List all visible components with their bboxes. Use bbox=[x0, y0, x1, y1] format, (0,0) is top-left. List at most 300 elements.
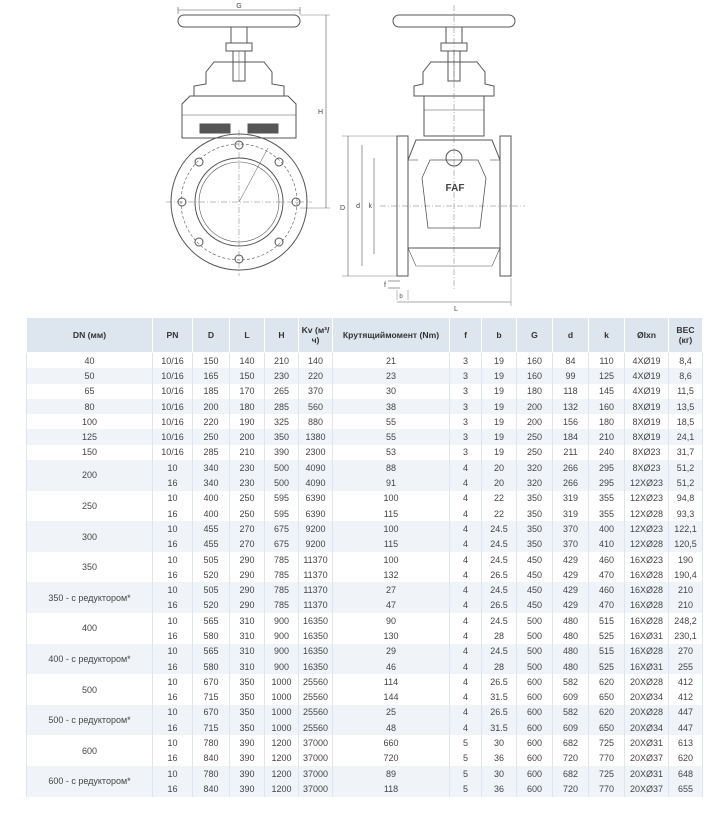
cell-k: 770 bbox=[589, 781, 625, 796]
table-body bbox=[27, 353, 703, 797]
cell-weight: 120,5 bbox=[669, 537, 703, 552]
cell-kv: 25560 bbox=[299, 674, 333, 689]
cell-G: 200 bbox=[517, 414, 553, 429]
cell-L: 230 bbox=[230, 475, 265, 490]
cell-kv: 16350 bbox=[299, 644, 333, 659]
cell-weight: 447 bbox=[669, 720, 703, 735]
cell-bolts: 16XØ28 bbox=[625, 567, 669, 582]
cell-torque: 55 bbox=[333, 429, 450, 444]
cell-weight: 210 bbox=[669, 598, 703, 613]
cell-k: 525 bbox=[589, 628, 625, 643]
cell-H: 1200 bbox=[265, 751, 299, 766]
cell-d: 609 bbox=[553, 690, 589, 705]
cell-H: 675 bbox=[265, 521, 299, 536]
cell-torque: 115 bbox=[333, 506, 450, 521]
cell-H: 210 bbox=[265, 353, 299, 369]
cell-b: 28 bbox=[482, 628, 517, 643]
cell-pn: 10 bbox=[153, 460, 193, 475]
cell-L: 170 bbox=[230, 384, 265, 399]
cell-weight: 94,8 bbox=[669, 491, 703, 506]
cell-dn: 200 bbox=[27, 460, 153, 491]
cell-weight: 190,4 bbox=[669, 567, 703, 582]
cell-b: 19 bbox=[482, 414, 517, 429]
cell-L: 290 bbox=[230, 552, 265, 567]
cell-bolts: 16XØ23 bbox=[625, 552, 669, 567]
cell-D: 400 bbox=[193, 506, 230, 521]
cell-torque: 55 bbox=[333, 414, 450, 429]
table-row bbox=[27, 766, 703, 781]
cell-weight: 8,6 bbox=[669, 368, 703, 383]
cell-H: 1000 bbox=[265, 674, 299, 689]
dim-D-label: D bbox=[339, 205, 345, 212]
cell-pn: 10/16 bbox=[153, 384, 193, 399]
cell-bolts: 8XØ23 bbox=[625, 445, 669, 460]
cell-G: 350 bbox=[517, 537, 553, 552]
cell-d: 480 bbox=[553, 628, 589, 643]
cell-k: 125 bbox=[589, 368, 625, 383]
cell-bolts: 8XØ19 bbox=[625, 399, 669, 414]
cell-k: 470 bbox=[589, 598, 625, 613]
cell-L: 210 bbox=[230, 445, 265, 460]
cell-f: 5 bbox=[450, 751, 482, 766]
cell-f: 5 bbox=[450, 735, 482, 750]
cell-torque: 130 bbox=[333, 628, 450, 643]
cell-f: 4 bbox=[450, 537, 482, 552]
front-view-drawing bbox=[166, 7, 330, 276]
header-torque: Крутящиймомент (Nm) bbox=[333, 318, 450, 353]
cell-pn: 16 bbox=[153, 690, 193, 705]
table-row bbox=[27, 613, 703, 628]
cell-H: 230 bbox=[265, 368, 299, 383]
cell-H: 785 bbox=[265, 552, 299, 567]
cell-f: 3 bbox=[450, 353, 482, 369]
table-row bbox=[27, 674, 703, 689]
header-H: H bbox=[265, 318, 299, 353]
cell-d: 370 bbox=[553, 521, 589, 536]
cell-bolts: 4XØ19 bbox=[625, 384, 669, 399]
cell-L: 310 bbox=[230, 628, 265, 643]
header-G: G bbox=[517, 318, 553, 353]
cell-H: 785 bbox=[265, 567, 299, 582]
cell-H: 595 bbox=[265, 491, 299, 506]
cell-H: 900 bbox=[265, 628, 299, 643]
cell-k: 650 bbox=[589, 720, 625, 735]
cell-H: 265 bbox=[265, 384, 299, 399]
cell-k: 470 bbox=[589, 567, 625, 582]
cell-D: 780 bbox=[193, 735, 230, 750]
header-L: L bbox=[230, 318, 265, 353]
cell-G: 160 bbox=[517, 368, 553, 383]
table-row bbox=[27, 735, 703, 750]
cell-f: 4 bbox=[450, 628, 482, 643]
cell-weight: 190 bbox=[669, 552, 703, 567]
cell-torque: 23 bbox=[333, 368, 450, 383]
cell-f: 4 bbox=[450, 644, 482, 659]
cell-d: 582 bbox=[553, 705, 589, 720]
cell-L: 270 bbox=[230, 537, 265, 552]
cell-kv: 16350 bbox=[299, 659, 333, 674]
cell-H: 900 bbox=[265, 644, 299, 659]
cell-D: 455 bbox=[193, 521, 230, 536]
cell-k: 295 bbox=[589, 475, 625, 490]
cell-pn: 10 bbox=[153, 766, 193, 781]
cell-G: 600 bbox=[517, 781, 553, 796]
cell-bolts: 20XØ37 bbox=[625, 751, 669, 766]
cell-kv: 9200 bbox=[299, 537, 333, 552]
cell-weight: 13,5 bbox=[669, 399, 703, 414]
cell-kv: 11370 bbox=[299, 567, 333, 582]
cell-dn: 80 bbox=[27, 399, 153, 414]
cell-D: 565 bbox=[193, 613, 230, 628]
cell-kv: 16350 bbox=[299, 613, 333, 628]
cell-H: 1000 bbox=[265, 705, 299, 720]
cell-dn: 150 bbox=[27, 445, 153, 460]
table-row bbox=[27, 414, 703, 429]
cell-f: 5 bbox=[450, 781, 482, 796]
cell-pn: 16 bbox=[153, 506, 193, 521]
cell-bolts: 8XØ19 bbox=[625, 429, 669, 444]
cell-bolts: 12XØ23 bbox=[625, 475, 669, 490]
cell-D: 200 bbox=[193, 399, 230, 414]
cell-weight: 412 bbox=[669, 674, 703, 689]
cell-f: 3 bbox=[450, 384, 482, 399]
cell-f: 4 bbox=[450, 582, 482, 597]
cell-weight: 51,2 bbox=[669, 460, 703, 475]
cell-G: 600 bbox=[517, 751, 553, 766]
cell-f: 4 bbox=[450, 460, 482, 475]
cell-bolts: 8XØ23 bbox=[625, 460, 669, 475]
cell-L: 310 bbox=[230, 644, 265, 659]
cell-k: 770 bbox=[589, 751, 625, 766]
table-row bbox=[27, 582, 703, 597]
specification-table bbox=[26, 317, 703, 797]
cell-kv: 37000 bbox=[299, 751, 333, 766]
cell-dn: 350 - с редуктором* bbox=[27, 582, 153, 613]
cell-kv: 9200 bbox=[299, 521, 333, 536]
cell-kv: 220 bbox=[299, 368, 333, 383]
dim-H-label: H bbox=[317, 109, 323, 116]
cell-weight: 255 bbox=[669, 659, 703, 674]
cell-D: 840 bbox=[193, 751, 230, 766]
cell-H: 900 bbox=[265, 659, 299, 674]
cell-d: 184 bbox=[553, 429, 589, 444]
cell-pn: 16 bbox=[153, 567, 193, 582]
cell-k: 515 bbox=[589, 644, 625, 659]
cell-H: 390 bbox=[265, 445, 299, 460]
cell-k: 725 bbox=[589, 735, 625, 750]
cell-d: 118 bbox=[553, 384, 589, 399]
cell-D: 670 bbox=[193, 705, 230, 720]
cell-d: 370 bbox=[553, 537, 589, 552]
cell-f: 4 bbox=[450, 720, 482, 735]
cell-bolts: 20XØ34 bbox=[625, 690, 669, 705]
cell-dn: 65 bbox=[27, 384, 153, 399]
cell-k: 355 bbox=[589, 506, 625, 521]
cell-D: 580 bbox=[193, 628, 230, 643]
cell-b: 30 bbox=[482, 735, 517, 750]
cell-bolts: 12XØ23 bbox=[625, 521, 669, 536]
table-row bbox=[27, 353, 703, 369]
cell-G: 450 bbox=[517, 582, 553, 597]
cell-bolts: 16XØ28 bbox=[625, 613, 669, 628]
cell-f: 4 bbox=[450, 690, 482, 705]
cell-D: 250 bbox=[193, 429, 230, 444]
cell-b: 36 bbox=[482, 781, 517, 796]
cell-weight: 447 bbox=[669, 705, 703, 720]
cell-bolts: 16XØ31 bbox=[625, 628, 669, 643]
cell-pn: 16 bbox=[153, 475, 193, 490]
cell-d: 582 bbox=[553, 674, 589, 689]
cell-k: 400 bbox=[589, 521, 625, 536]
cell-f: 4 bbox=[450, 552, 482, 567]
cell-L: 290 bbox=[230, 598, 265, 613]
cell-G: 320 bbox=[517, 460, 553, 475]
cell-d: 429 bbox=[553, 552, 589, 567]
cell-L: 390 bbox=[230, 735, 265, 750]
cell-D: 715 bbox=[193, 690, 230, 705]
cell-torque: 720 bbox=[333, 751, 450, 766]
cell-L: 310 bbox=[230, 613, 265, 628]
cell-D: 580 bbox=[193, 659, 230, 674]
cell-H: 900 bbox=[265, 613, 299, 628]
cell-weight: 24,1 bbox=[669, 429, 703, 444]
cell-weight: 18,5 bbox=[669, 414, 703, 429]
cell-d: 99 bbox=[553, 368, 589, 383]
table-row bbox=[27, 384, 703, 399]
cell-k: 160 bbox=[589, 399, 625, 414]
cell-b: 36 bbox=[482, 751, 517, 766]
cell-b: 31.5 bbox=[482, 690, 517, 705]
cell-H: 500 bbox=[265, 460, 299, 475]
cell-bolts: 16XØ28 bbox=[625, 598, 669, 613]
cell-k: 180 bbox=[589, 414, 625, 429]
cell-pn: 10/16 bbox=[153, 445, 193, 460]
cell-L: 290 bbox=[230, 567, 265, 582]
cell-k: 725 bbox=[589, 766, 625, 781]
cell-f: 3 bbox=[450, 399, 482, 414]
cell-torque: 90 bbox=[333, 613, 450, 628]
cell-kv: 1380 bbox=[299, 429, 333, 444]
cell-weight: 655 bbox=[669, 781, 703, 796]
cell-f: 4 bbox=[450, 567, 482, 582]
header-kv: Kv (м³/ч) bbox=[299, 318, 333, 353]
table-row bbox=[27, 644, 703, 659]
cell-k: 650 bbox=[589, 690, 625, 705]
cell-b: 24.5 bbox=[482, 644, 517, 659]
cell-pn: 10 bbox=[153, 674, 193, 689]
cell-H: 1000 bbox=[265, 690, 299, 705]
cell-dn: 600 bbox=[27, 735, 153, 766]
cell-G: 450 bbox=[517, 598, 553, 613]
cell-dn: 50 bbox=[27, 368, 153, 383]
cell-dn: 400 - с редуктором* bbox=[27, 644, 153, 675]
cell-kv: 25560 bbox=[299, 705, 333, 720]
cell-b: 26.5 bbox=[482, 598, 517, 613]
cell-f: 4 bbox=[450, 506, 482, 521]
table-row bbox=[27, 491, 703, 506]
cell-f: 4 bbox=[450, 491, 482, 506]
cell-G: 320 bbox=[517, 475, 553, 490]
cell-D: 715 bbox=[193, 720, 230, 735]
cell-torque: 100 bbox=[333, 491, 450, 506]
cell-b: 26.5 bbox=[482, 674, 517, 689]
cell-D: 340 bbox=[193, 460, 230, 475]
cell-weight: 93,3 bbox=[669, 506, 703, 521]
cell-L: 350 bbox=[230, 705, 265, 720]
cell-D: 520 bbox=[193, 567, 230, 582]
cell-f: 5 bbox=[450, 766, 482, 781]
cell-weight: 210 bbox=[669, 582, 703, 597]
cell-G: 600 bbox=[517, 674, 553, 689]
cell-dn: 350 bbox=[27, 552, 153, 583]
cell-L: 350 bbox=[230, 720, 265, 735]
cell-bolts: 12XØ23 bbox=[625, 491, 669, 506]
cell-weight: 51,2 bbox=[669, 475, 703, 490]
side-view-drawing bbox=[339, 5, 525, 306]
cell-kv: 37000 bbox=[299, 781, 333, 796]
cell-dn: 40 bbox=[27, 353, 153, 369]
cell-b: 19 bbox=[482, 445, 517, 460]
cell-kv: 6390 bbox=[299, 506, 333, 521]
cell-G: 600 bbox=[517, 766, 553, 781]
cell-torque: 114 bbox=[333, 674, 450, 689]
cell-b: 28 bbox=[482, 659, 517, 674]
cell-D: 285 bbox=[193, 445, 230, 460]
header-pn: PN bbox=[153, 318, 193, 353]
cell-f: 4 bbox=[450, 613, 482, 628]
cell-L: 350 bbox=[230, 674, 265, 689]
cell-dn: 100 bbox=[27, 414, 153, 429]
cell-L: 150 bbox=[230, 368, 265, 383]
cell-pn: 10/16 bbox=[153, 429, 193, 444]
cell-b: 24.5 bbox=[482, 537, 517, 552]
cell-G: 350 bbox=[517, 506, 553, 521]
brand-logo-text: FAF bbox=[445, 183, 465, 194]
cell-dn: 500 bbox=[27, 674, 153, 705]
cell-d: 609 bbox=[553, 720, 589, 735]
cell-G: 200 bbox=[517, 399, 553, 414]
header-D: D bbox=[193, 318, 230, 353]
cell-G: 160 bbox=[517, 353, 553, 369]
cell-bolts: 20XØ37 bbox=[625, 781, 669, 796]
cell-pn: 16 bbox=[153, 751, 193, 766]
cell-torque: 115 bbox=[333, 537, 450, 552]
cell-d: 266 bbox=[553, 460, 589, 475]
cell-torque: 48 bbox=[333, 720, 450, 735]
table-header-row bbox=[27, 318, 703, 353]
cell-D: 165 bbox=[193, 368, 230, 383]
cell-b: 30 bbox=[482, 766, 517, 781]
cell-f: 4 bbox=[450, 521, 482, 536]
cell-d: 156 bbox=[553, 414, 589, 429]
cell-L: 190 bbox=[230, 414, 265, 429]
cell-pn: 10 bbox=[153, 735, 193, 750]
cell-d: 266 bbox=[553, 475, 589, 490]
cell-pn: 10 bbox=[153, 644, 193, 659]
cell-d: 319 bbox=[553, 506, 589, 521]
table-row bbox=[27, 552, 703, 567]
cell-f: 4 bbox=[450, 674, 482, 689]
cell-bolts: 16XØ28 bbox=[625, 644, 669, 659]
cell-G: 250 bbox=[517, 445, 553, 460]
cell-b: 26.5 bbox=[482, 567, 517, 582]
cell-d: 480 bbox=[553, 659, 589, 674]
cell-kv: 11370 bbox=[299, 582, 333, 597]
cell-L: 180 bbox=[230, 399, 265, 414]
dim-G-label: G bbox=[236, 3, 242, 10]
cell-bolts: 20XØ34 bbox=[625, 720, 669, 735]
cell-b: 19 bbox=[482, 368, 517, 383]
cell-torque: 30 bbox=[333, 384, 450, 399]
cell-bolts: 20XØ31 bbox=[625, 766, 669, 781]
cell-G: 500 bbox=[517, 613, 553, 628]
cell-torque: 46 bbox=[333, 659, 450, 674]
cell-bolts: 16XØ28 bbox=[625, 582, 669, 597]
cell-b: 24.5 bbox=[482, 613, 517, 628]
cell-torque: 132 bbox=[333, 567, 450, 582]
cell-kv: 25560 bbox=[299, 690, 333, 705]
cell-bolts: 12XØ28 bbox=[625, 537, 669, 552]
cell-kv: 140 bbox=[299, 353, 333, 369]
cell-k: 145 bbox=[589, 384, 625, 399]
cell-f: 4 bbox=[450, 598, 482, 613]
cell-torque: 29 bbox=[333, 644, 450, 659]
dim-f-label: f bbox=[384, 282, 386, 289]
cell-d: 211 bbox=[553, 445, 589, 460]
cell-pn: 10/16 bbox=[153, 399, 193, 414]
cell-G: 600 bbox=[517, 720, 553, 735]
cell-weight: 122,1 bbox=[669, 521, 703, 536]
cell-kv: 37000 bbox=[299, 766, 333, 781]
cell-k: 355 bbox=[589, 491, 625, 506]
table-row bbox=[27, 429, 703, 444]
cell-b: 20 bbox=[482, 460, 517, 475]
cell-f: 3 bbox=[450, 414, 482, 429]
header-f: f bbox=[450, 318, 482, 353]
cell-pn: 16 bbox=[153, 659, 193, 674]
cell-L: 390 bbox=[230, 766, 265, 781]
cell-pn: 10 bbox=[153, 705, 193, 720]
cell-H: 785 bbox=[265, 598, 299, 613]
cell-kv: 11370 bbox=[299, 598, 333, 613]
cell-b: 24.5 bbox=[482, 552, 517, 567]
cell-H: 285 bbox=[265, 399, 299, 414]
cell-pn: 10 bbox=[153, 521, 193, 536]
cell-dn: 125 bbox=[27, 429, 153, 444]
header-b: b bbox=[482, 318, 517, 353]
cell-G: 600 bbox=[517, 690, 553, 705]
cell-H: 1000 bbox=[265, 720, 299, 735]
cell-pn: 10/16 bbox=[153, 414, 193, 429]
cell-H: 595 bbox=[265, 506, 299, 521]
cell-b: 22 bbox=[482, 506, 517, 521]
cell-L: 200 bbox=[230, 429, 265, 444]
cell-dn: 300 bbox=[27, 521, 153, 552]
cell-kv: 2300 bbox=[299, 445, 333, 460]
cell-H: 350 bbox=[265, 429, 299, 444]
cell-d: 132 bbox=[553, 399, 589, 414]
cell-D: 840 bbox=[193, 781, 230, 796]
cell-D: 150 bbox=[193, 353, 230, 369]
cell-G: 350 bbox=[517, 521, 553, 536]
cell-weight: 412 bbox=[669, 690, 703, 705]
cell-weight: 230,1 bbox=[669, 628, 703, 643]
cell-D: 220 bbox=[193, 414, 230, 429]
cell-G: 500 bbox=[517, 628, 553, 643]
cell-d: 682 bbox=[553, 735, 589, 750]
cell-weight: 648 bbox=[669, 766, 703, 781]
cell-pn: 10/16 bbox=[153, 368, 193, 383]
